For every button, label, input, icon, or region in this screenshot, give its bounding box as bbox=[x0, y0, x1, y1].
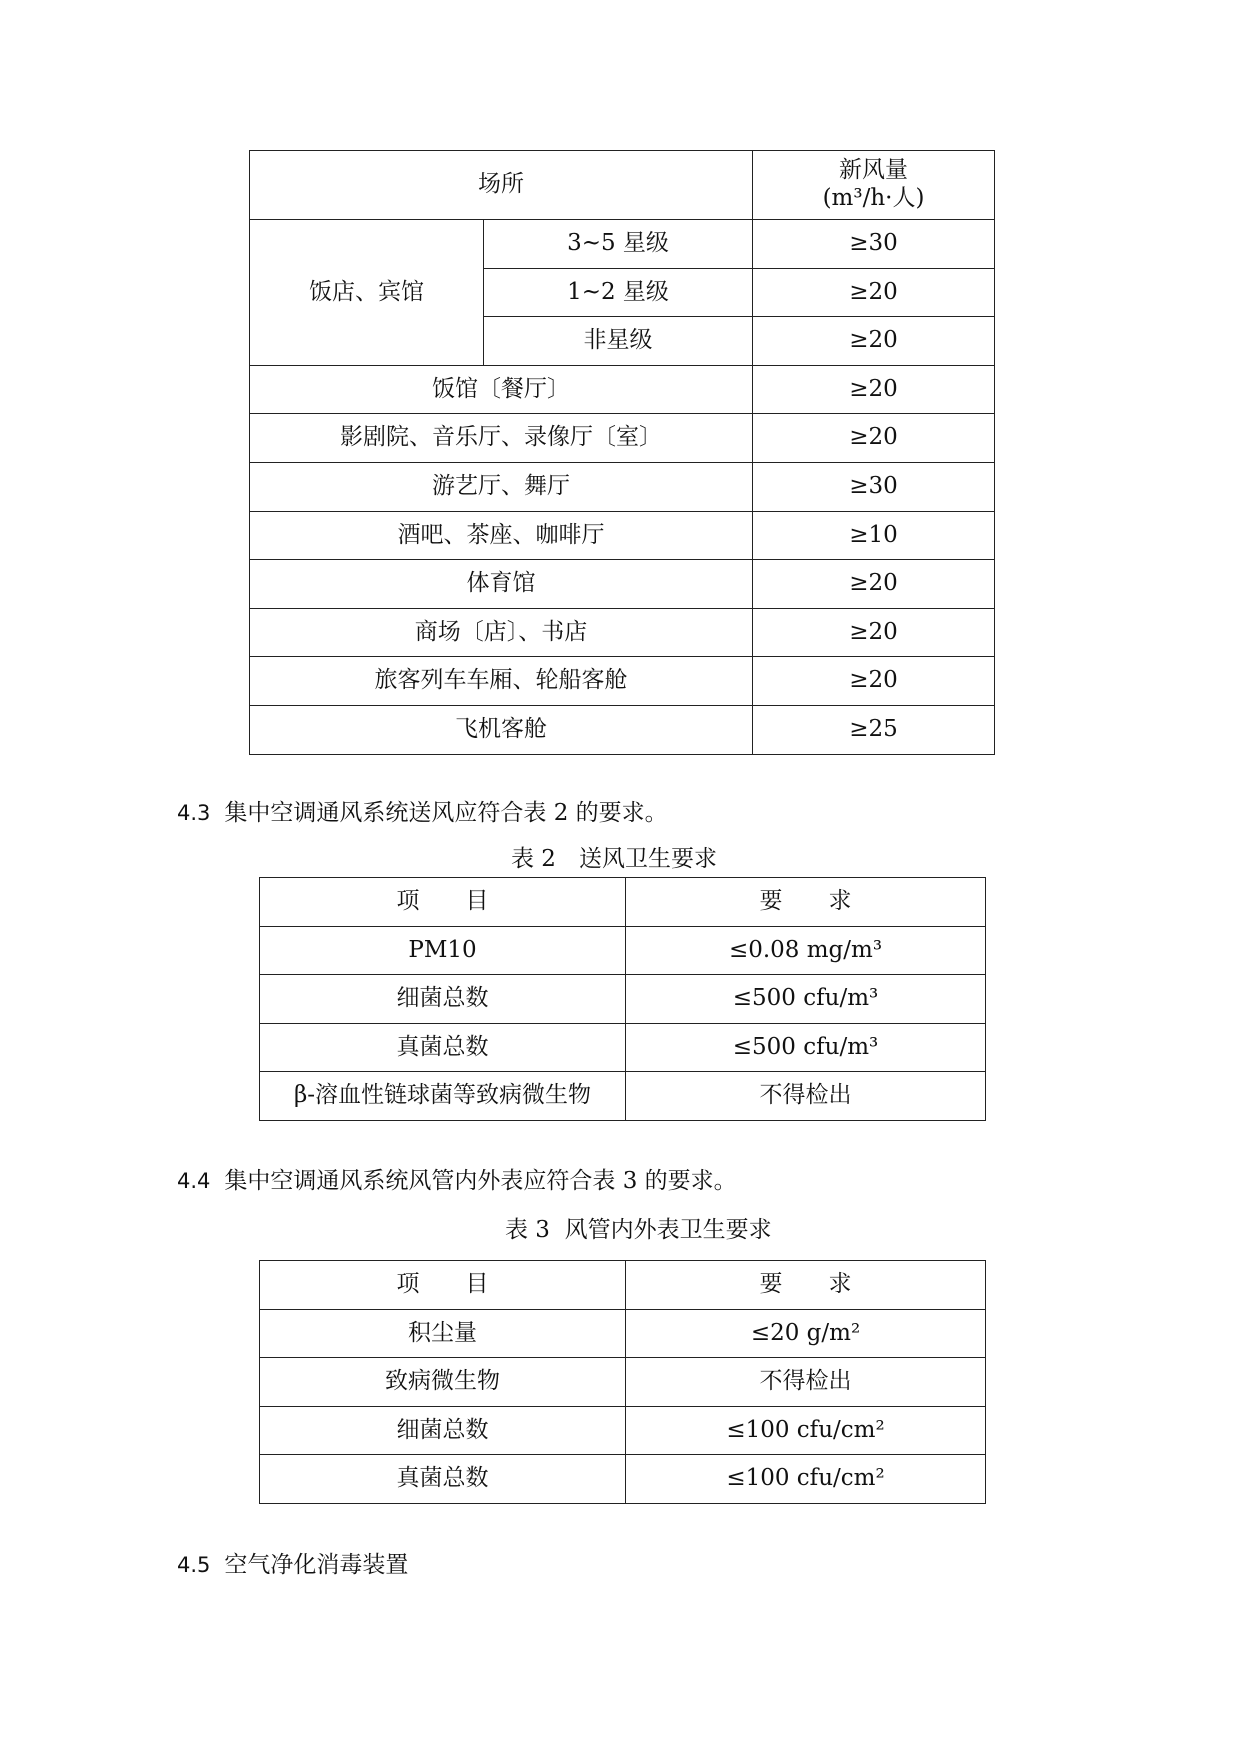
item-cell: PM10 bbox=[260, 926, 626, 975]
requirement-cell: 不得检出 bbox=[626, 1072, 986, 1121]
item-cell: 真菌总数 bbox=[260, 1455, 626, 1504]
section-text: 集中空调通风系统送风应符合表 2 的要求。 bbox=[224, 800, 668, 826]
table-row bbox=[250, 705, 995, 754]
table-row bbox=[250, 365, 995, 414]
table-header-row bbox=[250, 151, 995, 220]
table-row bbox=[250, 560, 995, 609]
section-4-4 bbox=[177, 1162, 737, 1195]
item-cell: 积尘量 bbox=[260, 1309, 626, 1358]
airflow-value: ≥20 bbox=[753, 657, 995, 706]
place-cell: 酒吧、茶座、咖啡厅 bbox=[250, 511, 753, 560]
place-cell: 饭馆〔餐厅〕 bbox=[250, 365, 753, 414]
airflow-value: ≥20 bbox=[753, 317, 995, 366]
requirement-cell: ≤100 cfu/cm² bbox=[626, 1455, 986, 1504]
header-requirement: 要 求 bbox=[626, 878, 986, 927]
header-airflow-unit: (m³/h·人) bbox=[822, 185, 925, 211]
section-text: 集中空调通风系统风管内外表应符合表 3 的要求。 bbox=[224, 1168, 737, 1194]
airflow-value: ≥10 bbox=[753, 511, 995, 560]
item-cell: 细菌总数 bbox=[260, 975, 626, 1024]
section-text: 空气净化消毒装置 bbox=[224, 1552, 409, 1578]
table-header-row bbox=[260, 1261, 986, 1310]
table-row bbox=[260, 1358, 986, 1407]
table-row bbox=[250, 657, 995, 706]
place-cell: 游艺厅、舞厅 bbox=[250, 462, 753, 511]
table-row bbox=[260, 926, 986, 975]
table-row bbox=[260, 1455, 986, 1504]
requirement-cell: ≤20 g/m² bbox=[626, 1309, 986, 1358]
header-requirement: 要 求 bbox=[626, 1261, 986, 1310]
item-cell: β-溶血性链球菌等致病微生物 bbox=[260, 1072, 626, 1121]
hotel-group-cell: 饭店、宾馆 bbox=[250, 220, 484, 366]
requirement-cell: ≤0.08 mg/m³ bbox=[626, 926, 986, 975]
place-cell: 飞机客舱 bbox=[250, 705, 753, 754]
item-cell: 细菌总数 bbox=[260, 1406, 626, 1455]
airflow-value: ≥30 bbox=[753, 220, 995, 269]
section-number: 4.5 bbox=[177, 1553, 211, 1577]
airflow-value: ≥25 bbox=[753, 705, 995, 754]
airflow-value: ≥20 bbox=[753, 560, 995, 609]
table-row bbox=[250, 414, 995, 463]
place-cell: 商场〔店〕、书店 bbox=[250, 608, 753, 657]
table-row bbox=[250, 462, 995, 511]
table-row bbox=[250, 608, 995, 657]
place-cell: 旅客列车车厢、轮船客舱 bbox=[250, 657, 753, 706]
table-row bbox=[250, 511, 995, 560]
requirement-cell: ≤500 cfu/m³ bbox=[626, 975, 986, 1024]
requirement-cell: ≤100 cfu/cm² bbox=[626, 1406, 986, 1455]
header-item: 项 目 bbox=[260, 878, 626, 927]
fresh-air-table bbox=[249, 150, 995, 755]
place-cell: 体育馆 bbox=[250, 560, 753, 609]
table-row bbox=[250, 220, 995, 269]
airflow-value: ≥30 bbox=[753, 462, 995, 511]
table-row bbox=[260, 975, 986, 1024]
header-airflow-title: 新风量 bbox=[839, 157, 908, 184]
table-row bbox=[260, 1072, 986, 1121]
airflow-value: ≥20 bbox=[753, 608, 995, 657]
table-header-row bbox=[260, 878, 986, 927]
hotel-grade: 3~5 星级 bbox=[484, 220, 753, 269]
supply-air-table bbox=[259, 877, 986, 1121]
duct-surface-table bbox=[259, 1260, 986, 1504]
header-item: 项 目 bbox=[260, 1261, 626, 1310]
table-row bbox=[260, 1406, 986, 1455]
section-4-3 bbox=[177, 794, 668, 827]
requirement-cell: 不得检出 bbox=[626, 1358, 986, 1407]
hotel-grade: 1~2 星级 bbox=[484, 268, 753, 317]
airflow-value: ≥20 bbox=[753, 268, 995, 317]
requirement-cell: ≤500 cfu/m³ bbox=[626, 1023, 986, 1072]
airflow-value: ≥20 bbox=[753, 414, 995, 463]
section-4-5 bbox=[177, 1546, 408, 1579]
section-number: 4.4 bbox=[177, 1169, 211, 1193]
header-airflow bbox=[753, 151, 995, 220]
header-place: 场所 bbox=[250, 151, 753, 220]
table2-caption: 表 2 送风卫生要求 bbox=[511, 846, 717, 872]
item-cell: 真菌总数 bbox=[260, 1023, 626, 1072]
item-cell: 致病微生物 bbox=[260, 1358, 626, 1407]
hotel-grade: 非星级 bbox=[484, 317, 753, 366]
table3-caption: 表 3 风管内外表卫生要求 bbox=[505, 1217, 772, 1243]
table-row bbox=[260, 1023, 986, 1072]
place-cell: 影剧院、音乐厅、录像厅〔室〕 bbox=[250, 414, 753, 463]
airflow-value: ≥20 bbox=[753, 365, 995, 414]
table-row bbox=[260, 1309, 986, 1358]
section-number: 4.3 bbox=[177, 801, 211, 825]
